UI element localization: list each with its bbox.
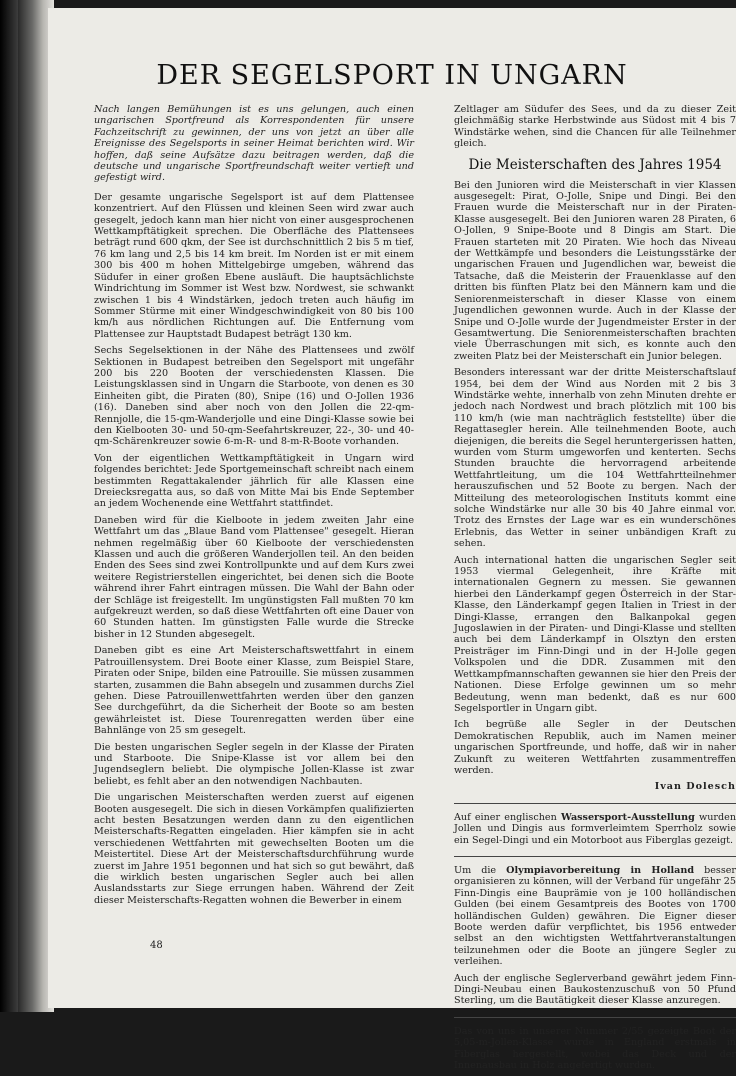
notice-keyword: Olympiavorbereitung in Holland [506,864,695,876]
notice-text: besser organisieren zu können, will der Verband für ungefähr 25 Finn-Dingis eine Bauprämie von je 100 holländischen Gulden (bei einem Gesamtpreis des Bootes von 1700 holländischen Gulden) gewähren. Die Eigner dieser Boote werden dafür verpflichtet, bis 1956 entweder selbst an den wichtigsten Wettfahrtveranstaltungen teilzunehmen oder die Boote an jüngere Segler zu verleihen. [454,864,736,968]
notice-text: Auf einer englischen [454,811,561,823]
paragraph: Sechs Segelsektionen in der Nähe des Plattensees und zwölf Sektionen in Budapest betreiben den Segelsport mit ungefähr 200 bis 220 Booten der verschiedensten Klassen. Die Leistungsklassen sind in Ungarn die Starboote, von denen es 30 Einheiten gibt, die Piraten (80), Snipe (16) und O-Jollen 1936 (16). Daneben sind aber noch von den Jollen die 22-qm-Rennjolle, die 15-qm-Wanderjolle und eine Dingi-Klasse sowie bei den Kielbooten 30- und 50-qm-Seefahrtskreuzer, 22-, 30- und 40-qm-Schärenkreuzer sowie 6-m-R- und 8-m-R-Boote vorhanden. [94,345,414,448]
article-title: DER SEGELSPORT IN UNGARN [156,60,628,91]
paragraph: Auch international hatten die ungarischen Segler seit 1953 viermal Gelegenheit, ihre Kräfte mit internationalen Gegnern zu messen. Sie gewannen hierbei den Länderkampf gegen Österreich in der Star-Klasse, den Länderkampf gegen Italien in Triest in der Dingi-Klasse, errangen den Balkanpokal gegen Jugoslawien in der Piraten- und Dingi-Klasse und stellten auch bei dem Länderkampf in Olsztyn den ersten Preisträger im Finn-Dingi und in der H-Jolle gegen Volkspolen und die DDR. Zusammen mit den Wettkampfmannschaften gewannen sie hier den Preis der Nationen. Diese Erfolge gewinnen um so mehr Bedeutung, wenn man bedenkt, daß es nur 600 Segelsportler in Ungarn gibt. [454,554,736,714]
notice-exhibition [454,812,736,846]
divider [454,856,736,857]
page-number: 48 [150,940,163,951]
magazine-page [48,8,736,1072]
notice-england: Auch der englische Seglerverband gewährt jedem Finn-Dingi-Neubau einen Baukostenzuschuß von 50 Pfund Sterling, um die Bautätigkeit dieser Klasse anzuregen. [454,972,736,1007]
paragraph: Der gesamte ungarische Segelsport ist auf dem Plattensee konzentriert. Auf den Flüssen und kleinen Seen wird zwar auch gesegelt, jedoch kann man hier nicht von einer ausgesprochenen Wettkampftätigkeit sprechen. Die Oberfläche des Plattensees beträgt rund 600 qkm, der See ist durchschnittlich 2 bis 5 m tief, 76 km lang und 2,5 bis 14 km breit. Im Norden ist er mit einem 300 bis 400 m hohen Mittelgebirge umgeben, während das Südufer in einer großen Ebene ausläuft. Die hauptsächlichste Windrichtung im Sommer ist West bzw. Nordwest, sie schwankt zwischen 1 bis 4 Windstärken, jedoch treten auch häufig im Sommer Stürme mit einer Windgeschwindigkeit von 80 bis 100 km/h aus nördlichen Richtungen auf. Die Entfernung vom Plattensee zur Hauptstadt Budapest beträgt 130 km. [94,191,414,340]
paragraph: Daneben gibt es eine Art Meisterschaftswettfahrt in einem Patrouillensystem. Drei Boote einer Klasse, zum Beispiel Stare, Piraten oder Snipe, bilden eine Patrouille. Sie müssen zusammen starten, zusammen die Bahn absegeln und zusammen durchs Ziel gehen. Diese Patrouillenwettfahrten werden über den ganzen See durchgeführt, da die Sicherheit der Boote so am besten gewährleistet ist. Diese Tourenregatten werden über eine Bahnlänge von 25 sm gesegelt. [94,645,414,737]
paragraph: Ich begrüße alle Segler in der Deutschen Demokratischen Republik, auch im Namen meiner ungarischen Sportfreunde, und hoffe, daß wir in naher Zukunft zu weiteren Wettfahrten zusammentreffen werden. [454,719,736,776]
left-column [94,104,414,911]
paragraph: Daneben wird für die Kielboote in jedem zweiten Jahr eine Wettfahrt um das „Blaue Band vom Plattensee" gesegelt. Hieran nehmen regelmäßig über 60 Kielboote der verschiedensten Klassen und auch die größeren Wanderjollen teil. An den beiden Enden des Sees sind zwei Kontrollpunkte und auf dem Kurs zwei weitere Registrierstellen eingerichtet, bei denen sich die Boote während ihrer Fahrt eintragen müssen. Die Wahl der Bahn oder der Schläge ist freigestellt. Im ungünstigsten Fall mußten 70 km aufgekreuzt werden, so daß diese Wettfahrten oft eine Dauer von 60 Stunden hatten. Im günstigsten Falle wurde die Strecke bisher in 12 Stunden abgesegelt. [94,514,414,640]
paragraph: Von der eigentlichen Wettkampftätigkeit in Ungarn wird folgendes berichtet: Jede Sportgemeinschaft schreibt nach einem bestimmten Regattakalender jährlich für alle Klassen eine Dreiecksregatta aus, so daß von Mitte Mai bis Ende September an jedem Wochenende eine Wettfahrt stattfindet. [94,452,414,510]
notice-keyword: Wassersport-Ausstellung [561,811,695,823]
notice-text: wurden Jollen und Dingis aus formverleimtem Sperrholz sowie ein Segel-Dingi und ein Motorboot aus Fiberglas gezeigt. [454,811,736,846]
article-intro: Nach langen Bemühungen ist es uns gelungen, auch einen ungarischen Sportfreund als Korrespondenten für unsere Fachzeitschrift zu gewinnen, der uns von jetzt an über alle Ereignisse des Segelsports in seiner Heimat berichten wird. Wir hoffen, daß seine Aufsätze dazu beitragen werden, daß die deutsche und ungarische Sportfreundschaft weiter vertieft und gefestigt wird. [94,104,414,184]
notice-olympia [454,865,736,968]
notice-fiberglass: Das von uns in unserer Nummer 2/55 gezeigte Boot der 5,05-m-Jollen-Klasse wurde in England erstmals in Fiberglas hergestellt, wobei das Deck und der Innenausbau in Holz angefertigt wurden. [454,1025,736,1072]
paragraph: Besonders interessant war der dritte Meisterschaftslauf 1954, bei dem der Wind aus Norden mit 2 bis 3 Windstärke wehte, innerhalb von zehn Minuten drehte er jedoch nach Nordwest und brach plötzlich mit 100 bis 110 km/h (wie man nachträglich feststellte) über die Regattasegler herein. Alle teilnehmenden Boote, auch diejenigen, die bereits die Segel heruntergerissen hatten, wurden vom Sturm umgeworfen und kenterten. Sechs Stunden brauchte die hervorragend arbeitende Wettfahrtleitung, um die 104 Wettfahrtteilnehmer herauszufischen und 52 Boote zu bergen. Nach der Mitteilung des meteorologischen Instituts kommt eine solche Windstärke nur alle 30 bis 40 Jahre einmal vor. Trotz des Ernstes der Lage war es ein wunderschönes Erlebnis, das Wetter in seiner unbändigen Kraft zu sehen. [454,367,736,550]
section-heading: Die Meisterschaften des Jahres 1954 [468,156,722,173]
divider [454,803,736,804]
right-column [454,104,736,1076]
paragraph: Die besten ungarischen Segler segeln in der Klasse der Piraten und Starboote. Die Snipe-Klasse ist vor allem bei den Jugendseglern beliebt. Die olympische Jollen-Klasse ist zwar beliebt, es fehlt aber an den notwendigen Nachbauten. [94,741,414,787]
notice-text: Um die [454,864,507,876]
author-signature: Ivan Dolesch [654,781,736,793]
divider [454,1017,736,1018]
paragraph: Bei den Junioren wird die Meisterschaft in vier Klassen ausgesegelt: Pirat, O-Jolle, Snipe und Dingi. Bei den Frauen wurde die Meisterschaft nur in der Piraten-Klasse ausgesegelt. Bei den Junioren waren 28 Piraten, 6 O-Jollen, 9 Snipe-Boote und 8 Dingis am Start. Die Frauen starteten mit 20 Piraten. Wie hoch das Niveau der Wettkämpfe und besonders die Leistungsstärke der ungarischen Frauen und Jugendlichen war, beweist die Tatsache, daß die Meisterin der Frauenklasse auf den dritten bis fünften Platz bei den Männern kam und die Seniorenmeisterschaft in dieser Klasse von einem Jugendlichen gewonnen wurde. Auch in der Klasse der Snipe und O-Jolle wurde der Jugendmeister Erster in der Gesamtwertung. Die Seniorenmeisterschaften brachten viele Überraschungen mit sich, es konnte auch den zweiten Platz bei der Meisterschaft ein Junior belegen. [454,179,736,362]
book-spine-shadow [0,0,18,1012]
paragraph: Die ungarischen Meisterschaften werden zuerst auf eigenen Booten ausgesegelt. Die sich in diesen Vorkämpfen qualifizierten acht besten Besatzungen werden dann zu den eigentlichen Meisterschafts-Regatten eingeladen. Hier kämpfen sie in acht verschiedenen Wettfahrten mit gewechselten Booten um die Meistertitel. Diese Art der Meisterschaftsdurchführung wurde zuerst im Jahre 1951 begonnen und hat sich so gut bewährt, daß die wirklich besten ungarischen Segler auch bei allen Auslandsstarts zur Siege errungen haben. Während der Zeit dieser Meisterschafts-Regatten wohnen die Bewerber in einem [94,792,414,906]
paragraph: Zeltlager am Südufer des Sees, und da zu dieser Zeit gleichmäßig starke Herbstwinde aus Südost mit 4 bis 7 Windstärke wehen, sind die Chancen für alle Teilnehmer gleich. [454,104,736,150]
